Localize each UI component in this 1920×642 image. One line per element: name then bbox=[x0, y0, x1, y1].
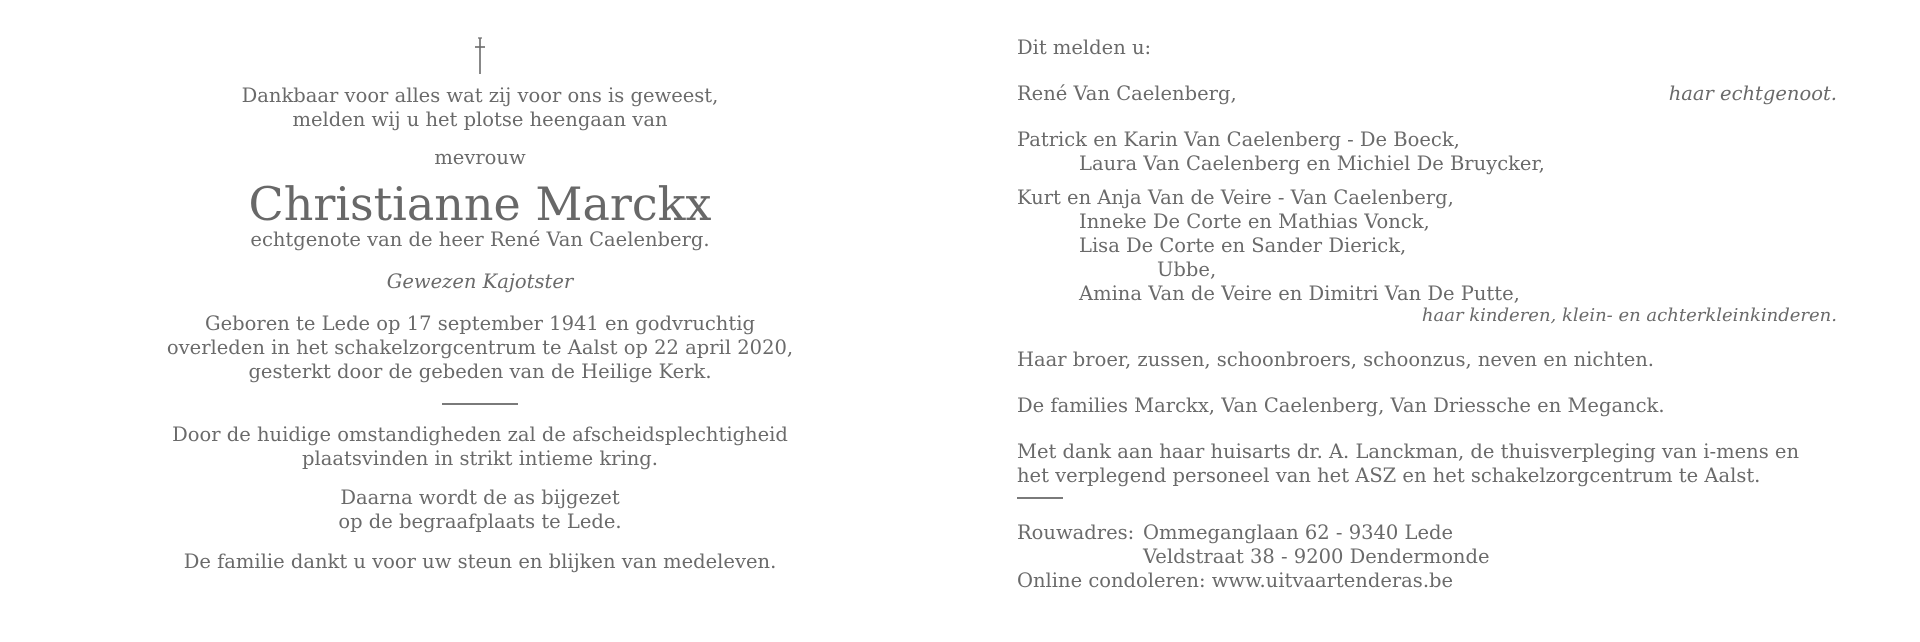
obituary-left-column bbox=[130, 36, 830, 574]
spouse-line: echtgenote van de heer René Van Caelenberg. bbox=[250, 228, 710, 251]
ashes-line-1: Daarna wordt de as bijgezet bbox=[340, 486, 620, 509]
family1-head: Patrick en Karin Van Caelenberg - De Boeck, bbox=[1017, 128, 1460, 151]
title-mevrouw: mevrouw bbox=[434, 146, 526, 169]
obituary-right-column bbox=[1017, 36, 1837, 593]
divider bbox=[442, 403, 518, 405]
announce-heading: Dit melden u: bbox=[1017, 36, 1152, 59]
family2-grandchild-3: Amina Van de Veire en Dimitri Van De Putte, bbox=[1079, 282, 1520, 305]
husband-row bbox=[1017, 82, 1837, 106]
born-line-1: Geboren te Lede op 17 september 1941 en godvruchtig bbox=[205, 312, 755, 335]
thanks-line: De familie dankt u voor uw steun en blijken van medeleven. bbox=[183, 550, 777, 573]
address-label: Rouwadres: bbox=[1017, 521, 1135, 544]
siblings-line: Haar broer, zussen, schoonbroers, schoonzus, neven en nichten. bbox=[1017, 348, 1654, 371]
ashes-line-2: op de begraafplaats te Lede. bbox=[338, 510, 622, 533]
husband-name: René Van Caelenberg, bbox=[1017, 82, 1237, 105]
movement-line: Gewezen Kajotster bbox=[386, 270, 574, 293]
deceased-name: Christianne Marckx bbox=[248, 177, 712, 231]
gratitude-line-1: Met dank aan haar huisarts dr. A. Lanckman, de thuisverpleging van i-mens en bbox=[1017, 440, 1800, 463]
online-condolences: Online condoleren: www.uitvaartenderas.be bbox=[1017, 569, 1454, 592]
intro-line-2: melden wij u het plotse heengaan van bbox=[292, 108, 668, 131]
circumstances-line-1: Door de huidige omstandigheden zal de afscheidsplechtigheid bbox=[172, 423, 788, 446]
family2-head: Kurt en Anja Van de Veire - Van Caelenberg, bbox=[1017, 186, 1454, 209]
address-line-1: Ommeganglaan 62 - 9340 Lede bbox=[1143, 521, 1454, 544]
children-role: haar kinderen, klein- en achterkleinkinderen. bbox=[1421, 305, 1837, 326]
address-row-2 bbox=[1017, 545, 1837, 569]
gratitude-line-2: het verplegend personeel van het ASZ en het schakelzorgcentrum te Aalst. bbox=[1017, 464, 1761, 487]
husband-role: haar echtgenoot. bbox=[1668, 82, 1837, 105]
family2-grandchild-1: Inneke De Corte en Mathias Vonck, bbox=[1079, 210, 1430, 233]
cross-icon bbox=[473, 36, 487, 76]
address-row-1 bbox=[1017, 521, 1837, 545]
families-line: De families Marckx, Van Caelenberg, Van Driessche en Meganck. bbox=[1017, 394, 1665, 417]
family2-grandchild-2: Lisa De Corte en Sander Dierick, bbox=[1079, 234, 1407, 257]
family2-great-grandchild: Ubbe, bbox=[1157, 258, 1217, 281]
circumstances-line-2: plaatsvinden in strikt intieme kring. bbox=[302, 447, 658, 470]
family1-grandchild: Laura Van Caelenberg en Michiel De Bruycker, bbox=[1079, 152, 1545, 175]
short-divider bbox=[1017, 497, 1063, 499]
born-line-2: overleden in het schakelzorgcentrum te Aalst op 22 april 2020, bbox=[166, 336, 794, 359]
address-line-2: Veldstraat 38 - 9200 Dendermonde bbox=[1143, 545, 1490, 568]
born-line-3: gesterkt door de gebeden van de Heilige Kerk. bbox=[248, 360, 712, 383]
intro-line-1: Dankbaar voor alles wat zij voor ons is geweest, bbox=[241, 84, 719, 107]
